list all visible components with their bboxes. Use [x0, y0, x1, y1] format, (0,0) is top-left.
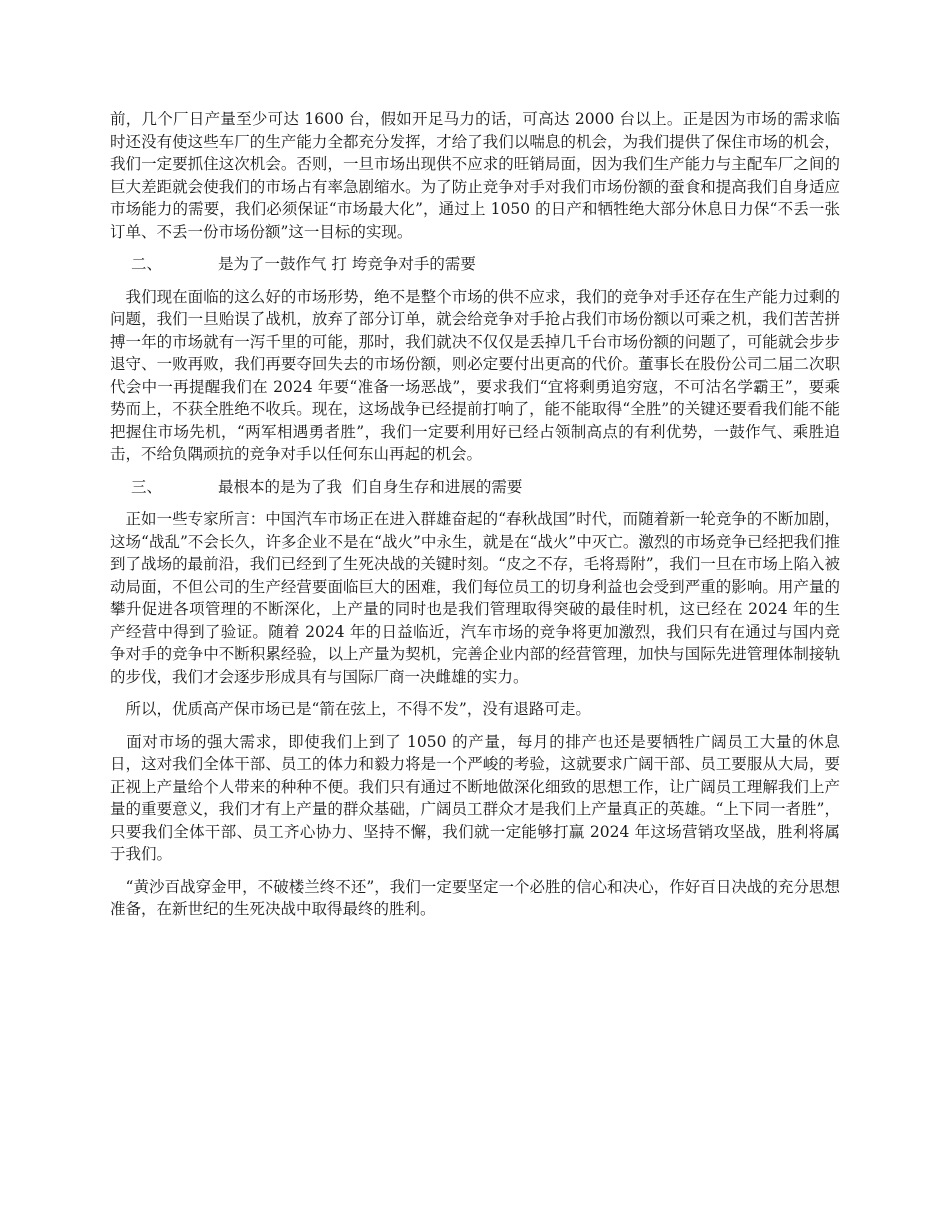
- section-title: 最根本的是为了我 们自身生存和进展的需要: [218, 477, 523, 496]
- paragraph-4: 所以，优质高产保市场已是“箭在弦上，不得不发”，没有退路可走。: [110, 700, 591, 718]
- section-number: 三、: [131, 477, 163, 496]
- section-number: 二、: [131, 255, 163, 273]
- section-heading-3: [110, 476, 840, 499]
- document-body: [110, 108, 840, 931]
- paragraph-3: 正如一些专家所言：中国汽车市场正在进入群雄奋起的“春秋战国”时代，而随着新一轮竞争的不断加剧，这场“战乱”不会长久，许多企业不是在“战火”中永生，就是在“战火”中灭亡。激烈的市场竞争已经把我们推到了战场的最前沿，我们已经到了生死决战的关键时刻。“皮之不存，毛将焉附”，我们一旦在市场上陷入被动局面，不但公司的生产经营要面临巨大的困难，我们每位员工的切身利益也会受到严重的影响。用产量的攀升促进各项管理的不断深化，上产量的同时也是我们管理取得突破的最佳时机，这已经在 2024 年的生产经营中得到了验证。随着 2024 年的日益临近，汽车市场的竞争将更加激烈，我们只有在通过与国内竞争对手的竞争中不断积累经验，以上产量为契机，完善企业内部的经营管理，加快与国际先进管理体制接轨的步伐，我们才会逐步形成具有与国际厂商一决雌雄的实力。: [110, 510, 840, 686]
- section-heading-2: [110, 253, 840, 276]
- paragraph-2: 我们现在面临的这么好的市场形势，绝不是整个市场的供不应求，我们的竞争对手还存在生产能力过剩的问题，我们一旦贻误了战机，放弃了部分订单，就会给竞争对手抢占我们市场份额以可乘之机，我们苦苦拼搏一年的市场就有一泻千里的可能，那时，我们就决不仅仅是丢掉几千台市场份额的问题了，可能就会步步退守、一败再败，我们再要夺回失去的市场份额，则必定要付出更高的代价。董事长在股份公司二届二次职代会中一再提醒我们在 2024 年要“准备一场恶战”，要求我们“宜将剩勇追穷寇，不可沽名学霸王”，要乘势而上，不获全胜绝不收兵。现在，这场战争已经提前打响了，能不能取得“全胜”的关键还要看我们能不能把握住市场先机，“两军相遇勇者胜”，我们一定要利用好已经占领制高点的有利优势，一鼓作气、乘胜追击，不给负隅顽抗的竞争对手以任何东山再起的机会。: [110, 287, 840, 463]
- paragraph-5: 面对市场的强大需求，即使我们上到了 1050 的产量，每月的排产也还是要牺牲广阔员工大量的休息日，这对我们全体干部、员工的体力和毅力将是一个严峻的考验，这就要求广阔干部、员工要服从大局，要正视上产量给个人带来的种种不便。我们只有通过不断地做深化细致的思想工作，让广阔员工理解我们上产量的重要意义，我们才有上产量的群众基础，广阔员工群众才是我们上产量真正的英雄。“上下同一者胜”，只要我们全体干部、员工齐心协力、坚持不懈，我们就一定能够打赢 2024 年这场营销攻坚战，胜利将属于我们。: [110, 732, 840, 863]
- section-title: 是为了一鼓作气 打 垮竞争对手的需要: [218, 255, 476, 273]
- paragraph-1: 前，几个厂日产量至少可达 1600 台，假如开足马力的话，可高达 2000 台以上。正是因为市场的需求临时还没有使这些车厂的生产能力全都充分发挥，才给了我们以喘息的机会，为我们提供了保住市场的机会，我们一定要抓住这次机会。否则，一旦市场出现供不应求的旺销局面，因为我们生产能力与主配车厂之间的巨大差距就会使我们的市场占有率急剧缩水。为了防止竞争对手对我们市场份额的蚕食和提高我们自身适应市场能力的需要，我们必须保证“市场最大化”，通过上 1050 的日产和牺牲绝大部分休息日力保“不丢一张订单、不丢一份市场份额”这一目标的实现。: [110, 110, 840, 241]
- paragraph-6: “黄沙百战穿金甲，不破楼兰终不还”，我们一定要坚定一个必胜的信心和决心，作好百日决战的充分思想准备，在新世纪的生死决战中取得最终的胜利。: [110, 877, 840, 918]
